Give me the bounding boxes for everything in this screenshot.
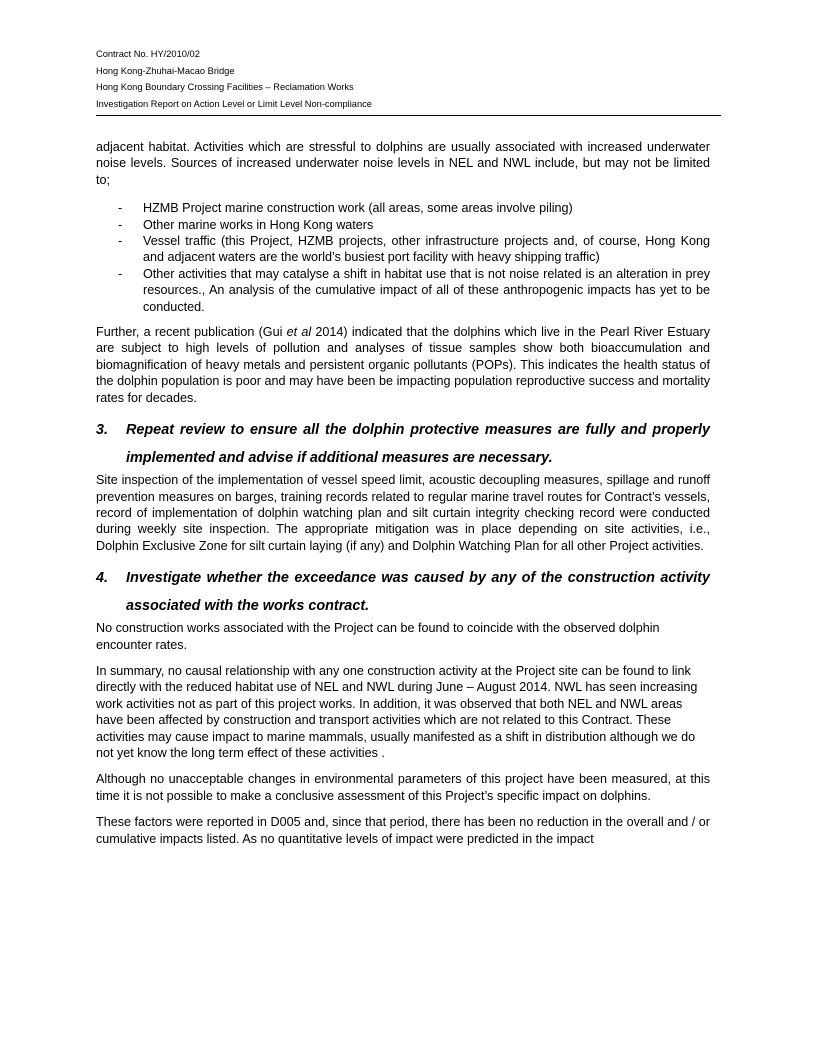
noise-sources-list bbox=[96, 200, 710, 315]
bullet-dash: - bbox=[118, 217, 123, 232]
section-4-title: Investigate whether the exceedance was caused by any of the construction activity associated with the works contract. bbox=[126, 570, 710, 615]
section-4-heading bbox=[96, 564, 710, 620]
list-item-text: Vessel traffic (this Project, HZMB projects, other infrastructure projects and, of course, Hong Kong and adjacent waters are the world’s busiest port facility with heavy shipping traffic) bbox=[143, 234, 710, 265]
list-item-text: Other activities that may catalyse a shift in habitat use that is not noise related is an alteration in prey resources., An analysis of the cumulative impact of all of these anthropogenic impacts has yet to be conducted. bbox=[143, 266, 710, 314]
section-3-number: 3. bbox=[96, 422, 109, 439]
bullet-dash: - bbox=[118, 266, 123, 281]
bullet-dash: - bbox=[118, 234, 123, 249]
page-header bbox=[96, 46, 721, 112]
list-item bbox=[96, 266, 710, 315]
header-project-name: Hong Kong-Zhuhai-Macao Bridge bbox=[96, 65, 235, 76]
list-item bbox=[96, 217, 710, 233]
section-4-paragraph-3: Although no unacceptable changes in environmental parameters of this project have been measured, at this time it is not possible to make a conclusive assessment of this Project’s specific impact on dolphins. bbox=[96, 772, 710, 803]
header-contract-number: Contract No. HY/2010/02 bbox=[96, 49, 200, 59]
header-works-name: Hong Kong Boundary Crossing Facilities – Reclamation Works bbox=[96, 82, 354, 92]
et-al-citation: et al bbox=[286, 325, 312, 340]
section-4-paragraph-2: In summary, no causal relationship with any one construction activity at the Project site can be found to link directly with the reduced habitat use of NEL and NWL during June – August 2014. NWL has seen increasing work activities not as part of this project works. In addition, it was observed that both NEL and NWL areas have been affected by construction and transport activities which are not related to this Contract. These activities may cause impact to marine mammals, usually manifested as a shift in distribution although we do not yet know the long term effect of these activities . bbox=[96, 663, 698, 760]
section-4-paragraph-4: These factors were reported in D005 and, since that period, there has been no reduction in the overall and / or cumulative impacts listed. As no quantitative levels of impact were predicted in the impact bbox=[96, 815, 710, 846]
list-item bbox=[96, 233, 710, 266]
intro-paragraph: adjacent habitat. Activities which are stressful to dolphins are usually associated with increased underwater noise levels. Sources of increased underwater noise levels in NEL and NWL include, but may not be limited to; bbox=[96, 140, 710, 187]
bullet-dash: - bbox=[118, 201, 123, 216]
pollution-paragraph bbox=[96, 324, 710, 406]
header-divider bbox=[96, 115, 721, 116]
pollution-text-start: Further, a recent publication (Gui bbox=[96, 325, 287, 340]
section-3-title: Repeat review to ensure all the dolphin protective measures are fully and properly implemented and advise if additional measures are necessary. bbox=[126, 422, 710, 467]
list-item-text: Other marine works in Hong Kong waters bbox=[143, 217, 374, 232]
header-report-title: Investigation Report on Action Level or Limit Level Non-compliance bbox=[96, 98, 372, 109]
list-item-text: HZMB Project marine construction work (all areas, some areas involve piling) bbox=[143, 201, 573, 216]
section-4-number: 4. bbox=[96, 570, 109, 587]
section-3-heading bbox=[96, 416, 710, 472]
section-4-paragraph-1: No construction works associated with the Project can be found to coincide with the observed dolphin encounter rates. bbox=[96, 621, 660, 652]
section-3-paragraph: Site inspection of the implementation of vessel speed limit, acoustic decoupling measures, spillage and runoff prevention measures on barges, training records related to regular marine travel routes for Contract’s vessels, record of implementation of dolphin watching plan and silt curtain integrity checking record were conducted during weekly site inspection. The appropriate mitigation was in place depending on site activities, i.e., Dolphin Exclusive Zone for silt curtain laying (if any) and Dolphin Watching Plan for all other Project activities. bbox=[96, 473, 710, 553]
document-body bbox=[96, 139, 710, 857]
pollution-text-end: 2014) indicated that the dolphins which live in the Pearl River Estuary are subject to high levels of pollution and analyses of tissue samples show both bioaccumulation and biomagnification of heavy metals and persistent organic pollutants (POPs). This indicates the health status of the dolphin population is poor and may have been be impacting population reproductive success and mortality rates for decades. bbox=[96, 325, 710, 405]
list-item bbox=[96, 200, 710, 216]
